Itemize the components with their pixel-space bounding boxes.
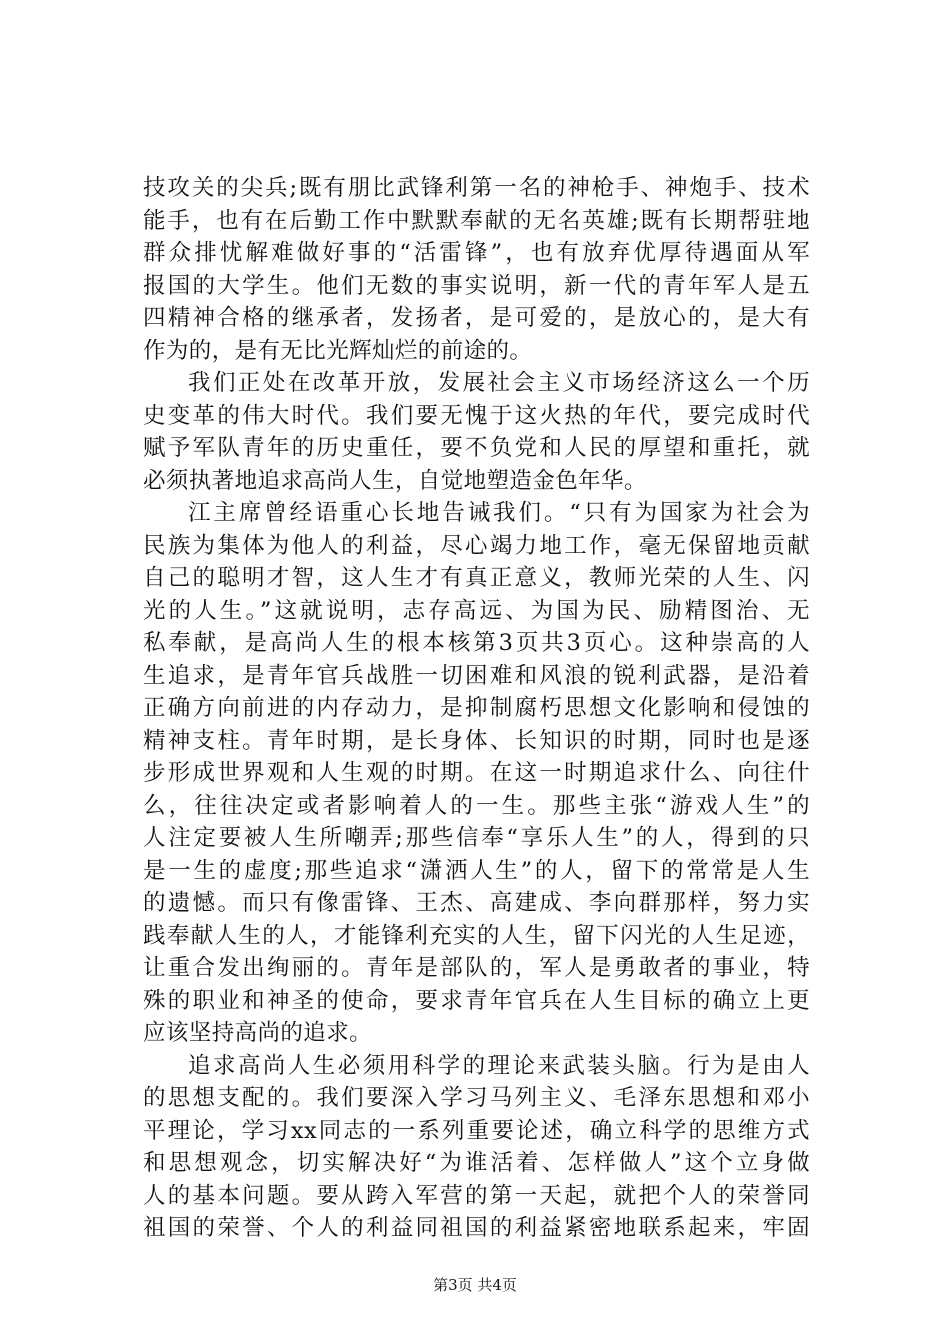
text-line: 人注定要被人生所嘲弄;那些信奉“享乐人生”的人，得到的只 <box>143 825 810 851</box>
text-line: 和思想观念，切实解决好“为谁活着、怎样做人”这个立身做 <box>143 1150 810 1176</box>
body-text <box>143 172 810 1245</box>
text-line: 赋予军队青年的历史重任，要不负党和人民的厚望和重托，就 <box>143 435 810 461</box>
text-line: 民族为集体为他人的利益，尽心竭力地工作，毫无保留地贡献 <box>143 532 810 559</box>
text-line: 私奉献，是高尚人生的根本核第3页共3页心。这种崇高的人 <box>143 630 810 656</box>
text-line: 群众排忧解难做好事的“活雷锋”，也有放弃优厚待遇面从军 <box>143 240 810 266</box>
text-line: 平理论，学习xx同志的一系列重要论述，确立科学的思维方式 <box>143 1117 810 1144</box>
text-line: 史变革的伟大时代。我们要无愧于这火热的年代，要完成时代 <box>143 402 810 429</box>
text-line: 祖国的荣誉、个人的利益同祖国的利益紧密地联系起来，牢固 <box>143 1215 810 1241</box>
text-line: 殊的职业和神圣的使命，要求青年官兵在人生目标的确立上更 <box>143 987 810 1014</box>
text-line: 我们正处在改革开放，发展社会主义市场经济这么一个历 <box>188 370 810 396</box>
text-line: 必须执著地追求高尚人生，自觉地塑造金色年华。 <box>143 467 647 494</box>
text-line: 么，往往决定或者影响着人的一生。那些主张“游戏人生”的 <box>143 792 810 819</box>
text-line: 是一生的虚度;那些追求“潇洒人生”的人，留下的常常是人生 <box>143 857 810 884</box>
page-footer: 第3页 共4页 <box>433 1276 517 1294</box>
text-line: 自己的聪明才智，这人生才有真正意义，教师光荣的人生、闪 <box>143 565 810 591</box>
text-line: 能手，也有在后勤工作中默默奉献的无名英雄;既有长期帮驻地 <box>143 207 810 234</box>
text-line: 应该坚持高尚的追求。 <box>143 1020 373 1046</box>
text-line: 四精神合格的继承者，发扬者，是可爱的，是放心的，是大有 <box>143 305 810 331</box>
text-line: 践奉献人生的人，才能锋利充实的人生，留下闪光的人生足迹， <box>143 922 810 949</box>
text-line: 技攻关的尖兵;既有朋比武锋利第一名的神枪手、神炮手、技术 <box>143 175 810 201</box>
text-line: 作为的，是有无比光辉灿烂的前途的。 <box>143 337 533 364</box>
text-line: 让重合发出绚丽的。青年是部队的，军人是勇敢者的事业，特 <box>143 955 810 981</box>
text-line: 江主席曾经语重心长地告诫我们。“只有为国家为社会为 <box>188 500 810 526</box>
text-line: 追求高尚人生必须用科学的理论来武装头脑。行为是由人 <box>188 1052 810 1079</box>
text-line: 的思想支配的。我们要深入学习马列主义、毛泽东思想和邓小 <box>143 1085 810 1111</box>
text-line: 的遗憾。而只有像雷锋、王杰、高建成、李向群那样，努力实 <box>143 890 810 916</box>
text-line: 人的基本问题。要从跨入军营的第一天起，就把个人的荣誉同 <box>143 1182 810 1209</box>
text-line: 光的人生。”这就说明，志存高远、为国为民、励精图治、无 <box>143 597 810 624</box>
text-line: 步形成世界观和人生观的时期。在这一时期追求什么、向往什 <box>143 760 810 786</box>
text-line: 生追求，是青年官兵战胜一切困难和风浪的锐利武器，是沿着 <box>143 662 810 689</box>
text-line: 报国的大学生。他们无数的事实说明，新一代的青年军人是五 <box>143 272 810 299</box>
text-line: 正确方向前进的内存动力，是抑制腐朽思想文化影响和侵蚀的 <box>143 695 810 721</box>
text-line: 精神支柱。青年时期，是长身体、长知识的时期，同时也是逐 <box>143 727 810 754</box>
